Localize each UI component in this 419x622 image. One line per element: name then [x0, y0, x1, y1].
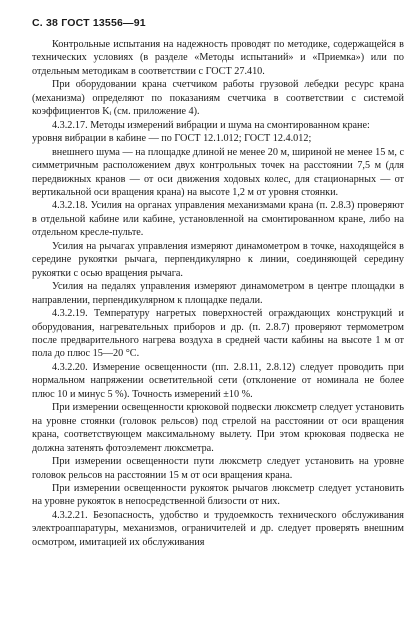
paragraph-reliability-tests: Контрольные испытания на надежность проводят по методике, содержащейся в технических условиях (в разделе «Методы испытаний» и «Приемка») или по отдельным методикам в соответствии с ГОСТ 27.410. [32, 39, 404, 77]
paragraph-pedal-forces: Усилия на педалях управления измеряют динамометром в центре площадки в направлении, перпендикулярном к площадке педали. [32, 281, 404, 306]
page-header: С. 38 ГОСТ 13556—91 [32, 17, 146, 29]
paragraph-4-3-2-21: 4.3.2.21. Безопасность, удобство и трудоемкость технического обслуживания электроаппаратуры, механизмов, ограничителей и др. следует проверять внешним осмотром, имитацией их обслуживания [32, 509, 404, 548]
paragraph-lever-forces: Усилия на рычагах управления измеряют динамометром в точке, находящейся в середине рукоятки рычага, перпендикулярно к линии, соединяющей середину рукоятки с осью вращения рычага. [32, 240, 404, 279]
paragraph-hook-illumination: При измерении освещенности крюковой подвески люксметр следует установить на уровне стоянки (головок рельсов) под стрелой на расстоянии от оси вращения крана, соответствующем максимальному вылету. При этом крюковая подвеска не должна затенять фотоэлемент люксметра. [32, 402, 404, 454]
paragraph-vibration-level: уровня вибрации в кабине — по ГОСТ 12.1.012; ГОСТ 12.4.012; [32, 133, 312, 145]
paragraph-lever-illumination: При измерении освещенности рукояток рычагов люксметр следует установить на уровне рукояток в непосредственной близости от них. [32, 482, 404, 508]
paragraph-track-illumination: При измерении освещенности пути люксметр следует установить на уровне головок рельсов на расстоянии 15 м от оси вращения крана. [32, 456, 404, 481]
paragraph-4-3-2-17: 4.3.2.17. Методы измерений вибрации и шума на смонтированном кране: [52, 119, 370, 131]
paragraph-counter-resource: При оборудовании крана счетчиком работы грузовой лебедки ресурс крана (механизма) определяют по показаниям счетчика в соответствии с системой коэффициентов Kᵢ (см. приложение 4). [32, 79, 404, 118]
paragraph-4-3-2-20: 4.3.2.20. Измерение освещенности (пп. 2.8.11, 2.8.12) следует проводить при нормальном напряжении осветительной сети (отклонение от номинала не более плюс 10 и минус 5 %). Точность измерений ±10 %. [32, 361, 404, 400]
paragraph-4-3-2-18: 4.3.2.18. Усилия на органах управления механизмами крана (п. 2.8.3) проверяют в отдельной кабине или кабине, установленной на смонтированном кране, либо на отдельном кресле-пульте. [32, 200, 404, 239]
document-body [32, 38, 404, 549]
paragraph-4-3-2-19: 4.3.2.19. Температуру нагретых поверхностей ограждающих конструкций и оборудования, нагревательных приборов и др. (п. 2.8.7) проверяют термометром после предварительного нагрева воздуха в средней части кабины на высоте 1 м от пола до плюс 15—20 °С. [32, 308, 404, 360]
paragraph-external-noise: внешнего шума — на площадке длиной не менее 20 м, шириной не менее 15 м, с симметричным расположением двух контрольных точек на расстоянии 7,5 м (для передвижных кранов — от оси движения ходовых колес, для стационарных — от вертикальной оси вращения крана) на высоте 1,2 м от уровня стоянки. [32, 146, 404, 198]
